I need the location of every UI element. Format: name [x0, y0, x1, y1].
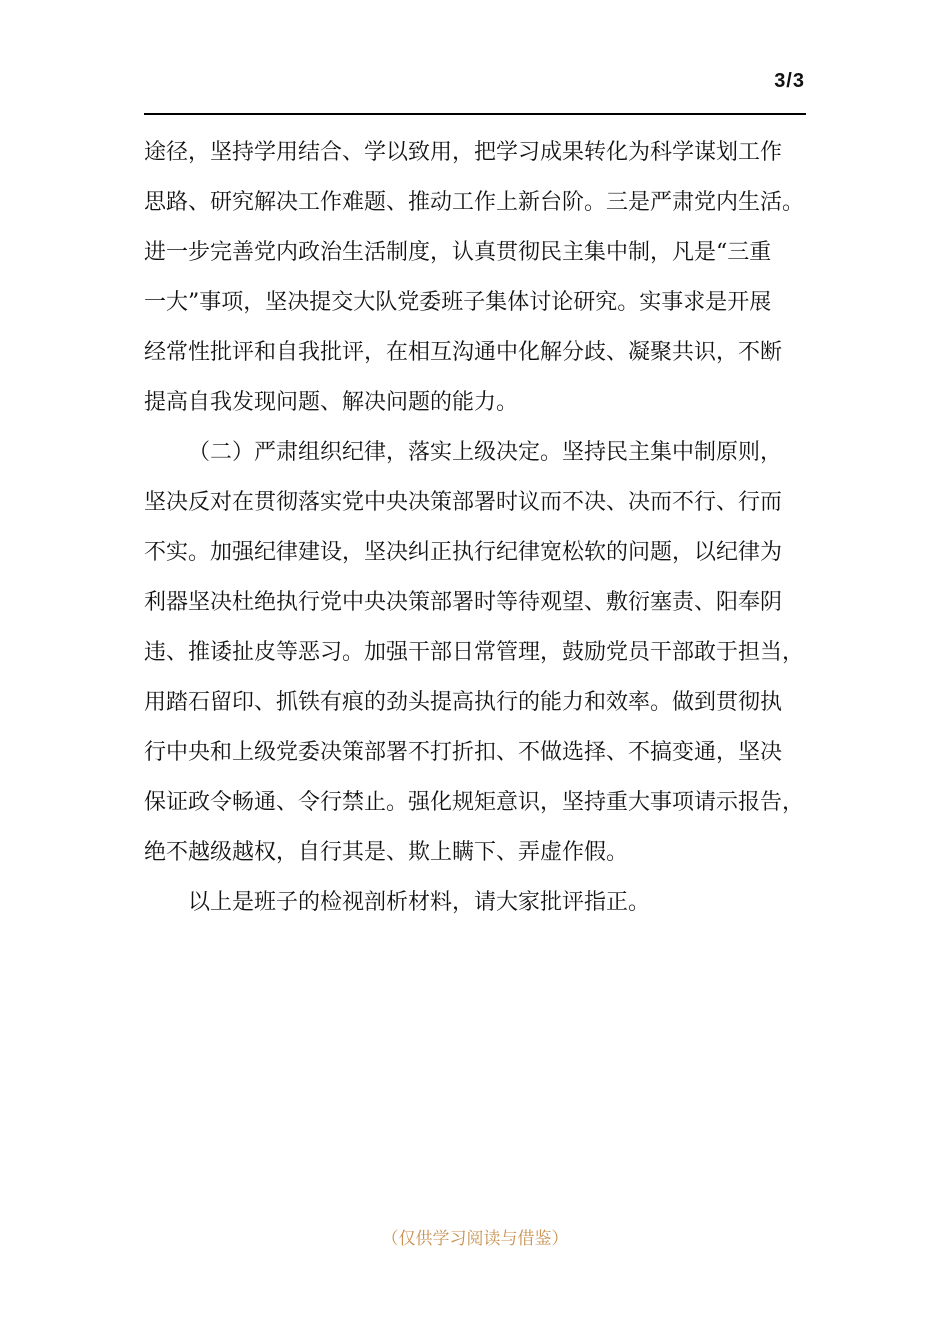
footer-note: （仅供学习阅读与借鉴） [381, 1229, 569, 1249]
text-line: 思路、研究解决工作难题、推动工作上新台阶。三是严肃党内生活。 [144, 190, 805, 215]
text-line: 保证政令畅通、令行禁止。强化规矩意识，坚持重大事项请示报告， [144, 790, 805, 815]
text-line: 经常性批评和自我批评，在相互沟通中化解分歧、凝聚共识，不断 [144, 340, 783, 365]
text-line: 违、推诿扯皮等恶习。加强干部日常管理，鼓励党员干部敢于担当， [144, 640, 805, 665]
document-body [144, 128, 806, 928]
text-line: 一大”事项，坚决提交大队党委班子集体讨论研究。实事求是开展 [144, 290, 772, 315]
section-heading-line: （二）严肃组织纪律，落实上级决定。坚持民主集中制原则， [188, 440, 783, 465]
text-line: 坚决反对在贯彻落实党中央决策部署时议而不决、决而不行、行而 [144, 490, 783, 515]
text-line: 进一步完善党内政治生活制度，认真贯彻民主集中制，凡是“三重 [144, 240, 772, 265]
text-line: 用踏石留印、抓铁有痕的劲头提高执行的能力和效率。做到贯彻执 [144, 690, 783, 715]
page-number: 3/3 [774, 70, 805, 92]
text-line: 绝不越级越权，自行其是、欺上瞒下、弄虚作假。 [144, 840, 629, 865]
header-rule [144, 113, 806, 115]
text-line: 行中央和上级党委决策部署不打折扣、不做选择、不搞变通，坚决 [144, 740, 783, 765]
text-line: 不实。加强纪律建设，坚决纠正执行纪律宽松软的问题，以纪律为 [144, 540, 783, 565]
text-line: 提高自我发现问题、解决问题的能力。 [144, 390, 519, 415]
closing-line: 以上是班子的检视剖析材料，请大家批评指正。 [188, 890, 651, 915]
text-line: 利器坚决杜绝执行党中央决策部署时等待观望、敷衍塞责、阳奉阴 [144, 590, 783, 615]
text-line: 途径，坚持学用结合、学以致用，把学习成果转化为科学谋划工作 [144, 140, 783, 165]
